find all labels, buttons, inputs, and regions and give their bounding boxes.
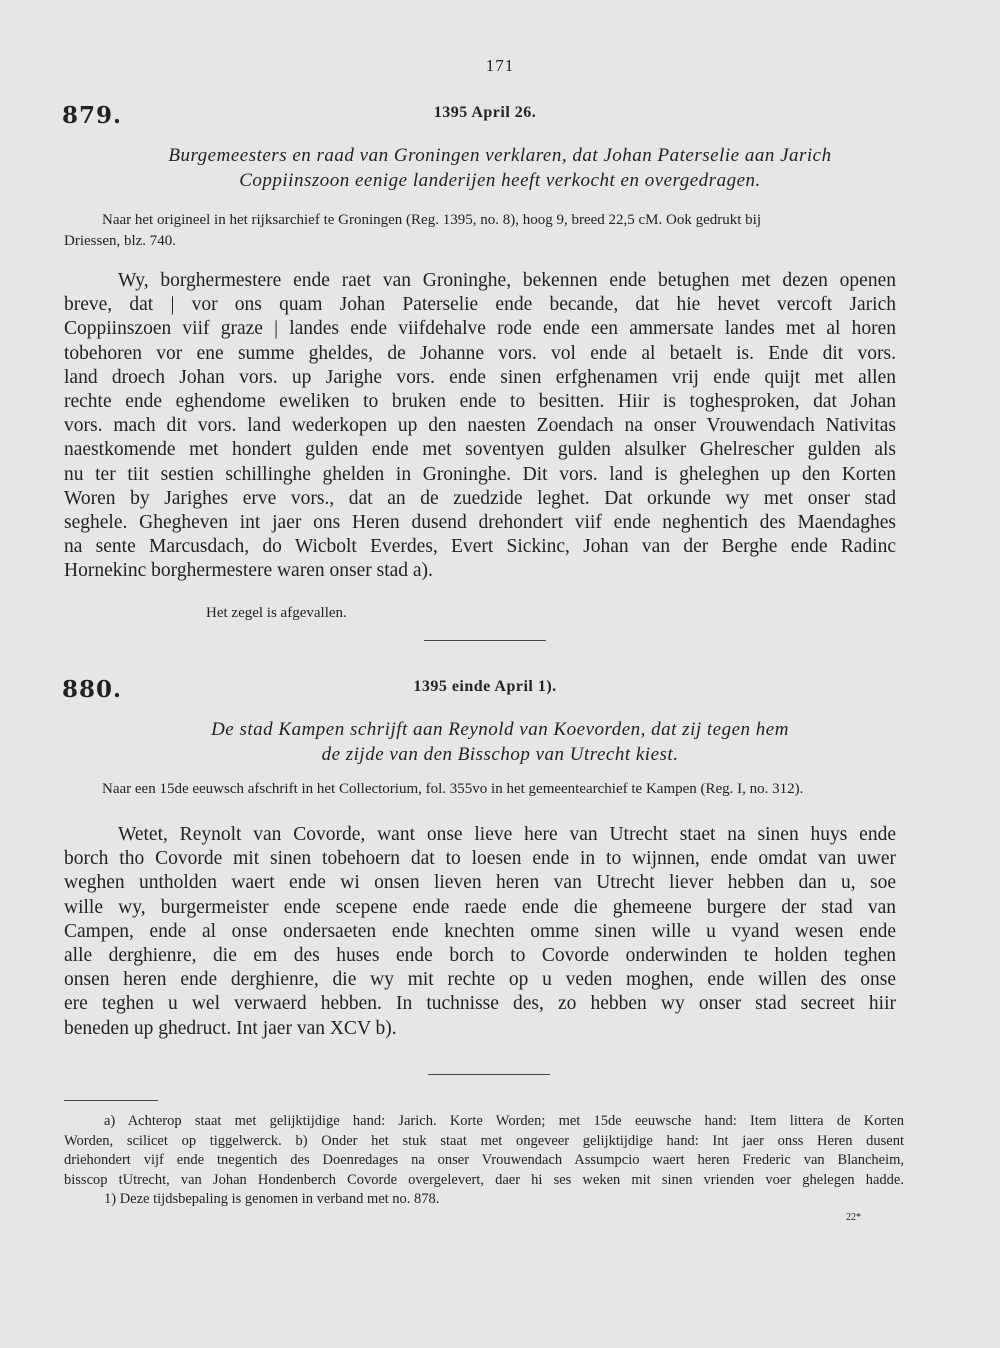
signature-mark: 22* [846,1212,861,1223]
footnote-line: Worden, scilicet op tiggelwerck. b) Onder het stuk staat met ongeveer gelijktijdige hand: Int jaer onss Heren dusent [64,1132,904,1149]
text-line: nu ter tiit sestien schillinghe ghelden in Groninghe. Dit vors. land is gheleghen up den Korten [64,463,896,485]
summary-line: Coppiinszoon eenige landerijen heeft verkocht en overgedragen. [239,170,761,191]
entry-number: 880. [62,676,123,703]
charter-text [64,269,896,584]
footnote-line: a) Achterop staat met gelijktijdige hand: Jarich. Korte Worden; met 15de eeuwsche hand: Item littera de Korten [104,1113,904,1129]
entry-summary [70,143,930,193]
text-line: seghele. Ghegheven int jaer ons Heren dusend drehondert viif ende neghentich des Maendaghes [64,512,896,534]
letter-text [64,823,896,1041]
text-line: Hornekinc borghermestere waren onser stad a). [64,560,433,582]
section-divider [424,640,546,641]
entry-number: 879. [62,102,123,129]
text-line: rechte ende eghendome eweliken to bruken ende to besitten. Hiir is toghesproken, dat Johan [64,391,896,413]
text-line: land droech Johan vors. up Jarighe vors. ende sinen erfghenamen vrij ende quijt met allen [64,366,896,388]
text-line: Campen, ende al onse ondersaeten ende knechten omme sinen wille u vyand wesen ende [64,920,896,942]
entry-summary [70,717,930,767]
entry-date: 1395 April 26. [433,104,537,121]
source-line: Naar het origineel in het rijksarchief te Groningen (Reg. 1395, no. 8), hoog 9, breed 22,5 cM. Ook gedrukt bij [102,212,761,228]
text-line: Wy, borghermestere ende raet van Groninghe, bekennen ende betughen met dezen openen [118,270,896,291]
source-note [102,779,902,800]
footnote-line: driehondert vijf ende tnegentich des Doenredages na onser Vrouwendach Assumpcio waert heren Frederic van Blancheim, [64,1152,904,1168]
entry-date: 1395 einde April 1). [413,678,557,695]
text-line: Coppiinszoen viif graze | landes ende viifdehalve rode ende een ammersate landes met al horen [64,318,896,340]
text-line: beneden up ghedruct. Int jaer van XCV b). [64,1017,397,1039]
source-line: Driessen, blz. 740. [64,233,177,249]
footnote-line: bisscop tUtrecht, van Johan Hondenberch Covorde overgelevert, daer hi ses weken mit sinen vrienden voer ghelegen hadde. [64,1171,904,1188]
footnotes [64,1112,904,1210]
text-line: wille wy, burgermeister ende scepene ende raede ende die ghemeene burgere der stad van [64,896,896,918]
text-line: vors. mach dit vors. land wederkopen up den naesten Zoendach na onser Vrouwendach Nativitas [64,415,896,437]
text-line: onsen heren ende derghienre, die wy mit rechte op u veden moghen, ende willen des onse [64,969,896,991]
section-divider [428,1074,550,1075]
text-line: Woren by Jarighes erve vors., dat an de zuedzide leghet. Dat orkunde wy met onser stad [64,487,896,509]
source-line: Naar een 15de eeuwsch afschrift in het Collectorium, fol. 355vo in het gemeentearchief te Kampen (Reg. I, no. 312). [102,781,804,797]
summary-line: Burgemeesters en raad van Groningen verklaren, dat Johan Paterselie aan Jarich [168,145,832,166]
summary-line: de zijde van den Bisschop van Utrecht kiest. [321,744,679,765]
text-line: ere teghen u wel verwaerd hebben. In tuchnisse des, zo hebben wy onser stad secreet hiir [64,993,896,1015]
page-number: 171 [485,56,515,75]
footnote-line: 1) Deze tijdsbepaling is genomen in verband met no. 878. [104,1191,440,1207]
text-line: breve, dat | vor ons quam Johan Paterselie ende becande, dat hie hevet vercoft Jarich [64,294,896,316]
footnote-rule [64,1100,158,1101]
seal-note: Het zegel is afgevallen. [206,605,347,621]
text-line: weghen untholden waert ende wi onsen lieven heren van Utrecht liever hebben dan u, soe [64,872,896,894]
text-line: naestkomende met hondert gulden ende met soventyen gulden alsulker Ghelrescher gulden als [64,439,896,461]
text-line: alle derghienre, die em des huses ende borch to Covorde onderwinden te holden teghen [64,945,896,967]
text-line: Wetet, Reynolt van Covorde, want onse lieve here van Utrecht staet na sinen huys ende [118,824,896,845]
text-line: tobehoren vor ene summe gheldes, de Johanne vors. vol ende al betaelt is. Ende dit vors. [64,342,896,364]
text-line: borch tho Covorde mit sinen tobehoern dat to loesen ende in to wijnnen, ende omdat van uwer [64,848,896,870]
summary-line: De stad Kampen schrijft aan Reynold van Koevorden, dat zij tegen hem [211,719,789,740]
source-note [64,210,896,252]
text-line: na sente Marcusdach, do Wicbolt Everdes, Evert Sickinc, Johan van der Berghe ende Radinc [64,536,896,558]
